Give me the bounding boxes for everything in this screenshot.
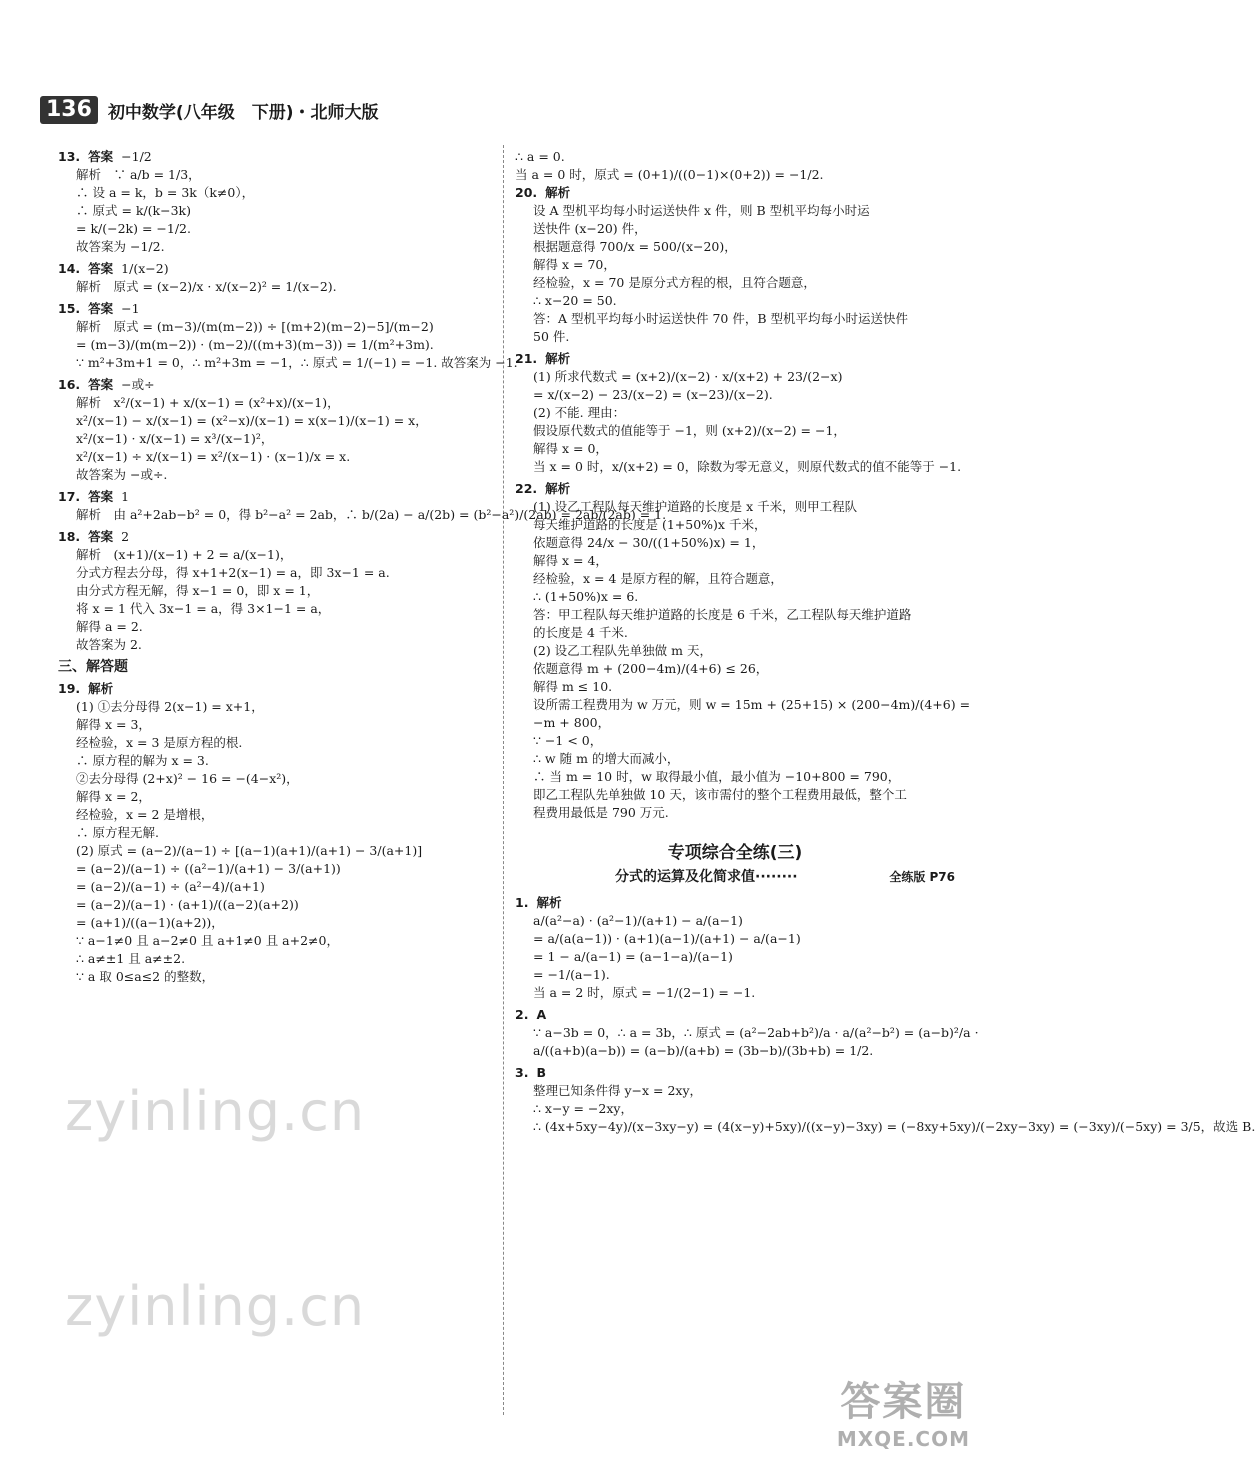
- text-line: 当 x = 0 时，x/(x+2) = 0，除数为零无意义，则原代数式的值不能等于 −1.: [533, 459, 962, 474]
- text-line: a/((a+b)(a−b)) = (a−b)/(a+b) = (3b−b)/(3b+b) = 1/2.: [533, 1043, 874, 1058]
- special-question-1: [515, 894, 955, 1002]
- answer-num: 14.: [58, 261, 81, 276]
- answer-answer: −1: [121, 301, 140, 316]
- special-section-subtitle: [515, 868, 955, 886]
- text-line: (1) ①去分母得 2(x−1) = x+1，: [76, 699, 264, 714]
- text-line: 解得 x = 70，: [533, 257, 616, 272]
- text-line: x²/(x−1) ÷ x/(x−1) = x²/(x−1) · (x−1)/x = x.: [76, 449, 351, 464]
- text-line: = k/(−2k) = −1/2.: [76, 221, 191, 236]
- answer-label: 答案: [88, 149, 114, 164]
- text-line: 故答案为 2.: [76, 637, 142, 652]
- question-label: B: [536, 1065, 546, 1080]
- text-line: ∵ a−3b = 0，∴ a = 3b，∴ 原式 = (a²−2ab+b²)/a · a/(a²−b²) = (a−b)²/a ·: [533, 1025, 979, 1040]
- text-line: 50 件.: [533, 329, 570, 344]
- text-line: 当 a = 2 时，原式 = −1/(2−1) = −1.: [533, 985, 756, 1000]
- page-reference: 全练版 P76: [889, 870, 955, 884]
- question-22-lines: [515, 498, 971, 822]
- answer-block: [58, 148, 493, 256]
- section-heading: 三、解答题: [58, 659, 128, 675]
- question-label: 解析: [536, 895, 562, 910]
- question-20-lines: [515, 202, 955, 346]
- answer-label: 答案: [88, 489, 114, 504]
- question-number: 1.: [515, 895, 529, 910]
- special-question-1-lines: [515, 912, 955, 1002]
- special-question-2: [515, 1006, 979, 1060]
- question-number: 21.: [515, 351, 538, 366]
- text-line: 依题意得 m + (200−4m)/(4+6) ≤ 26，: [533, 661, 769, 676]
- text-line: 当 a = 0 时，原式 = (0+1)/((0−1)×(0+2)) = −1/2.: [515, 167, 824, 182]
- text-line: a/(a²−a) · (a²−1)/(a+1) − a/(a−1): [533, 913, 743, 928]
- text-line: 经检验，x = 70 是原分式方程的根，且符合题意，: [533, 275, 816, 290]
- special-section-title: 专项综合全练(三): [667, 843, 803, 863]
- text-line: ∴ w 随 m 的增大而减小，: [533, 751, 680, 766]
- text-line: ②去分母得 (2+x)² − 16 = −(4−x²)，: [76, 771, 299, 786]
- watermark: zyinling.cn: [65, 1080, 366, 1143]
- special-question-2-lines: [515, 1024, 979, 1060]
- answer-num: 15.: [58, 301, 81, 316]
- text-line: 解得 x = 0，: [533, 441, 608, 456]
- question-label: 解析: [545, 185, 571, 200]
- text-line: 设 A 型机平均每小时运送快件 x 件，则 B 型机平均每小时运: [533, 203, 870, 218]
- question-21: [515, 350, 962, 476]
- text-line: 即乙工程队先单独做 10 天，该市需付的整个工程费用最低，整个工: [533, 787, 907, 802]
- text-line: 经检验，x = 3 是原方程的根.: [76, 735, 243, 750]
- text-line: 答：甲工程队每天维护道路的长度是 6 千米，乙工程队每天维护道路: [533, 607, 912, 622]
- text-line: 每天维护道路的长度是 (1+50%)x 千米，: [533, 517, 767, 532]
- text-line: = −1/(a−1).: [533, 967, 610, 982]
- text-line: 分式方程去分母，得 x+1+2(x−1) = a，即 3x−1 = a.: [76, 565, 390, 580]
- text-line: 解析 ∵ a/b = 1/3，: [76, 167, 201, 182]
- question-21-lines: [515, 368, 962, 476]
- text-line: ∵ a 取 0≤a≤2 的整数，: [76, 969, 215, 984]
- text-line: ∵ −1 < 0，: [533, 733, 603, 748]
- answer-block: [58, 528, 493, 654]
- text-line: (2) 原式 = (a−2)/(a−1) ÷ [(a−1)(a+1)/(a+1) − 3/(a+1)]: [76, 843, 423, 858]
- text-line: = (a−2)/(a−1) ÷ (a²−4)/(a+1): [76, 879, 265, 894]
- text-line: ∴ x−20 = 50.: [533, 293, 617, 308]
- text-line: 解得 x = 3，: [76, 717, 151, 732]
- site-logo: [837, 1370, 970, 1451]
- question-number: 20.: [515, 185, 538, 200]
- text-line: 根据题意得 700/x = 500/(x−20)，: [533, 239, 737, 254]
- text-line: 送快件 (x−20) 件，: [533, 221, 647, 236]
- question-19: [58, 680, 493, 986]
- page-number: 136: [40, 96, 98, 124]
- answer-block: [58, 376, 493, 484]
- text-line: 程费用最低是 790 万元.: [533, 805, 669, 820]
- text-line: 解析 x²/(x−1) + x/(x−1) = (x²+x)/(x−1)，: [76, 395, 340, 410]
- subtitle-dots: ········: [755, 869, 798, 885]
- text-line: (2) 设乙工程队先单独做 m 天，: [533, 643, 712, 658]
- logo-text: 答案圈: [840, 1379, 967, 1425]
- column-divider: [503, 145, 504, 1415]
- watermark: zyinling.cn: [65, 1275, 366, 1338]
- text-line: 解析 由 a²+2ab−b² = 0，得 b²−a² = 2ab，∴ b/(2a) − a/(2b) = (b²−a²)/(2ab) = 2ab/(2ab) = 1.: [76, 507, 667, 522]
- text-line: 整理已知条件得 y−x = 2xy，: [533, 1083, 703, 1098]
- answer-label: 答案: [88, 377, 114, 392]
- text-line: ∵ a−1≠0 且 a−2≠0 且 a+1≠0 且 a+2≠0，: [76, 933, 339, 948]
- text-line: 经检验，x = 4 是原方程的解，且符合题意，: [533, 571, 783, 586]
- text-line: = (a−2)/(a−1) · (a+1)/((a−2)(a+2)): [76, 897, 299, 912]
- text-line: 故答案为 −或÷.: [76, 467, 168, 482]
- text-line: x²/(x−1) − x/(x−1) = (x²−x)/(x−1) = x(x−1)/(x−1) = x，: [76, 413, 428, 428]
- question-20: [515, 184, 955, 346]
- text-line: 解析 (x+1)/(x−1) + 2 = a/(x−1)，: [76, 547, 293, 562]
- text-line: 将 x = 1 代入 3x−1 = a，得 3×1−1 = a，: [76, 601, 331, 616]
- answer-answer: −或÷: [121, 377, 155, 392]
- special-question-3: [515, 1064, 1255, 1136]
- right-top-lines: [515, 148, 955, 184]
- text-line: ∵ m²+3m+1 = 0，∴ m²+3m = −1，∴ 原式 = 1/(−1) = −1. 故答案为 −1.: [76, 355, 518, 370]
- text-line: −m + 800，: [533, 715, 611, 730]
- question-19-lines: [58, 698, 493, 986]
- question-label: 解析: [88, 681, 114, 696]
- page-header: [40, 94, 378, 126]
- answer-answer: 1: [121, 489, 130, 504]
- question-number: 3.: [515, 1065, 529, 1080]
- text-line: = (a−2)/(a−1) ÷ ((a²−1)/(a+1) − 3/(a+1)): [76, 861, 341, 876]
- text-line: 解得 m ≤ 10.: [533, 679, 613, 694]
- question-number: 19.: [58, 681, 81, 696]
- text-line: ∴ 当 m = 10 时，w 取得最小值，最小值为 −10+800 = 790，: [533, 769, 901, 784]
- text-line: 解析 原式 = (m−3)/(m(m−2)) ÷ [(m+2)(m−2)−5]/(m−2): [76, 319, 434, 334]
- question-number: 22.: [515, 481, 538, 496]
- text-line: 解得 a = 2.: [76, 619, 143, 634]
- text-line: 解得 x = 4，: [533, 553, 608, 568]
- text-line: = 1 − a/(a−1) = (a−1−a)/(a−1): [533, 949, 733, 964]
- text-line: = (m−3)/(m(m−2)) · (m−2)/((m+3)(m−3)) = 1/(m²+3m).: [76, 337, 434, 352]
- text-line: 答：A 型机平均每小时运送快件 70 件，B 型机平均每小时运送快件: [533, 311, 909, 326]
- text-line: 设所需工程费用为 w 万元，则 w = 15m + (25+15) × (200−4m)/(4+6) =: [533, 697, 971, 712]
- answer-answer: 1/(x−2): [121, 261, 169, 276]
- question-22: [515, 480, 971, 822]
- answer-block: [58, 260, 493, 296]
- answer-answer: 2: [121, 529, 130, 544]
- answer-num: 13.: [58, 149, 81, 164]
- answer-label: 答案: [88, 529, 114, 544]
- answer-num: 18.: [58, 529, 81, 544]
- question-label: 解析: [545, 351, 571, 366]
- text-line: 故答案为 −1/2.: [76, 239, 165, 254]
- text-line: = x/(x−2) − 23/(x−2) = (x−23)/(x−2).: [533, 387, 773, 402]
- subtitle-text: 分式的运算及化简求值: [615, 869, 755, 885]
- answer-block: [58, 300, 518, 372]
- answer-num: 17.: [58, 489, 81, 504]
- answer-label: 答案: [88, 261, 114, 276]
- text-line: ∴ 设 a = k，b = 3k（k≠0），: [76, 185, 255, 200]
- text-line: = (a+1)/((a−1)(a+2))，: [76, 915, 224, 930]
- text-line: 依题意得 24/x − 30/((1+50%)x) = 1，: [533, 535, 765, 550]
- text-line: ∴ (1+50%)x = 6.: [533, 589, 639, 604]
- question-number: 2.: [515, 1007, 529, 1022]
- text-line: ∴ x−y = −2xy，: [533, 1101, 633, 1116]
- right-column: [515, 148, 1255, 1140]
- answer-block: [58, 488, 667, 524]
- text-line: 的长度是 4 千米.: [533, 625, 628, 640]
- book-title: 初中数学(八年级 下册)・北师大版: [107, 102, 379, 123]
- text-line: 解得 x = 2，: [76, 789, 151, 804]
- text-line: 经检验，x = 2 是增根，: [76, 807, 214, 822]
- text-line: (2) 不能. 理由：: [533, 405, 626, 420]
- text-line: x²/(x−1) · x/(x−1) = x³/(x−1)²，: [76, 431, 274, 446]
- question-label: A: [536, 1007, 547, 1022]
- logo-domain: MXQE.COM: [836, 1427, 970, 1451]
- answer-answer: −1/2: [121, 149, 152, 164]
- text-line: = a/(a(a−1)) · (a+1)(a−1)/(a+1) − a/(a−1): [533, 931, 801, 946]
- text-line: 由分式方程无解，得 x−1 = 0，即 x = 1，: [76, 583, 320, 598]
- text-line: ∴ (4x+5xy−4y)/(x−3xy−y) = (4(x−y)+5xy)/((x−y)−3xy) = (−8xy+5xy)/(−2xy−3xy) = (−3xy)/(−5xy) = 3/5，故选 B.: [533, 1119, 1255, 1134]
- text-line: ∴ a = 0.: [515, 149, 565, 164]
- text-line: 解析 原式 = (x−2)/x · x/(x−2)² = 1/(x−2).: [76, 279, 337, 294]
- text-line: ∴ 原方程无解.: [76, 825, 159, 840]
- question-label: 解析: [545, 481, 571, 496]
- answer-label: 答案: [88, 301, 114, 316]
- answer-num: 16.: [58, 377, 81, 392]
- text-line: ∴ 原式 = k/(k−3k): [76, 203, 192, 218]
- text-line: 假设原代数式的值能等于 −1，则 (x+2)/(x−2) = −1，: [533, 423, 846, 438]
- text-line: ∴ a≠±1 且 a≠±2.: [76, 951, 186, 966]
- text-line: ∴ 原方程的解为 x = 3.: [76, 753, 209, 768]
- text-line: (1) 所求代数式 = (x+2)/(x−2) · x/(x+2) + 23/(2−x): [533, 369, 843, 384]
- text-line: (1) 设乙工程队每天维护道路的长度是 x 千米，则甲工程队: [533, 499, 858, 514]
- special-question-3-lines: [515, 1082, 1255, 1136]
